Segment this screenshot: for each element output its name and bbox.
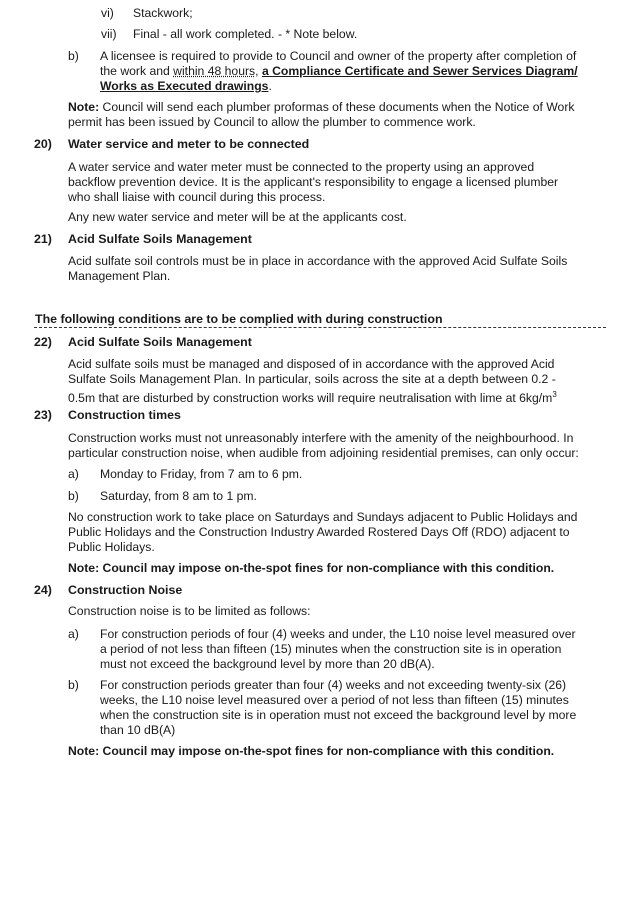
item-b-line1: A licensee is required to provide to Council and owner of the property after completion of bbox=[100, 49, 577, 63]
item-b-sep: , bbox=[255, 64, 262, 78]
heading-divider bbox=[34, 327, 606, 328]
item-b-line3 bbox=[100, 79, 272, 94]
sec24-b-line1: For construction periods greater than four (4) weeks and not exceeding twenty-six (26) bbox=[100, 678, 567, 692]
sec24-a-marker: a) bbox=[68, 627, 79, 641]
sec21-line2: Management Plan. bbox=[68, 269, 171, 283]
sec21-line1: Acid sulfate soil controls must be in place in accordance with the approved Acid Sulfate Soils bbox=[68, 254, 568, 268]
sec20-p2: Any new water service and meter will be at the applicants cost. bbox=[68, 210, 407, 224]
sec22-number: 22) bbox=[34, 335, 52, 349]
sec24-intro: Construction noise is to be limited as follows: bbox=[68, 604, 311, 618]
sec22-title: Acid Sulfate Soils Management bbox=[68, 335, 252, 349]
sec24-number: 24) bbox=[34, 583, 52, 597]
sec23-b-text: Saturday, from 8 am to 1 pm. bbox=[100, 489, 257, 503]
sec24-note: Note: Council may impose on-the-spot fines for non-compliance with this condition. bbox=[68, 744, 555, 758]
sec23-note: Note: Council may impose on-the-spot fines for non-compliance with this condition. bbox=[68, 561, 555, 575]
sec24-a-line2: a period of not less than fifteen (15) minutes when the construction site is in operation bbox=[100, 642, 562, 656]
sec24-b-line4: than 10 dB(A) bbox=[100, 723, 176, 737]
item-b-line2-pre: the work and bbox=[100, 64, 174, 78]
sec24-b-line3: when the construction site is in operation must not exceed the background level by more bbox=[100, 708, 577, 722]
sec23-line2: particular construction noise, when audible from adjoining residential premises, can only occur: bbox=[68, 446, 579, 460]
sec22-line2: Sulfate Soils Management Plan. In particular, soils across the site at a depth between 0.2 - bbox=[68, 372, 556, 386]
sec23-line1: Construction works must not unreasonably interfere with the amenity of the neighbourhood. In bbox=[68, 431, 574, 445]
note1-text1: Council will send each plumber proformas of these documents when the Notice of Work bbox=[99, 100, 575, 114]
item-b-drawings: Works as Executed drawings bbox=[100, 79, 269, 93]
sec23-b-marker: b) bbox=[68, 489, 79, 503]
sec23-p-line2: Public Holidays and the Construction Industry Awarded Rostered Days Off (RDO) adjacent to bbox=[68, 525, 570, 539]
sec22-superscript: 3 bbox=[552, 390, 557, 399]
sec23-title: Construction times bbox=[68, 408, 181, 422]
list-item-stackwork: Stackwork; bbox=[133, 6, 193, 20]
list-item-final: Final - all work completed. - * Note below. bbox=[133, 27, 358, 41]
sec23-a-marker: a) bbox=[68, 467, 79, 481]
note1-label: Note: bbox=[68, 100, 100, 114]
item-b-deadline: within 48 hours bbox=[173, 64, 256, 78]
sec24-b-marker: b) bbox=[68, 678, 79, 692]
sec24-a-line3: must not exceed the background level by more than 20 dB(A). bbox=[100, 657, 435, 671]
list-marker-vii: vii) bbox=[101, 27, 117, 41]
sec20-title: Water service and meter to be connected bbox=[68, 137, 310, 151]
sec22-line3 bbox=[68, 387, 557, 406]
sec23-p-line1: No construction work to take place on Saturdays and Sundays adjacent to Public Holidays and bbox=[68, 510, 578, 524]
sec22-line3-text: 0.5m that are disturbed by construction works will require neutralisation with lime at 6kg/m bbox=[68, 391, 553, 406]
sec23-a-text: Monday to Friday, from 7 am to 6 pm. bbox=[100, 467, 303, 481]
item-b-period: . bbox=[268, 79, 272, 93]
sec20-p1-line2: backflow prevention device. It is the applicant's responsibility to engage a licensed plumber bbox=[68, 175, 559, 189]
item-b-line2 bbox=[100, 64, 578, 79]
sec21-number: 21) bbox=[34, 232, 52, 246]
item-b-marker: b) bbox=[68, 49, 79, 63]
list-marker-vi: vi) bbox=[101, 6, 114, 20]
note1-line1 bbox=[68, 100, 574, 115]
sec23-number: 23) bbox=[34, 408, 52, 422]
sec21-title: Acid Sulfate Soils Management bbox=[68, 232, 252, 246]
sec24-a-line1: For construction periods of four (4) weeks and under, the L10 noise level measured over bbox=[100, 627, 576, 641]
item-b-certificate: a Compliance Certificate and Sewer Services Diagram/ bbox=[261, 64, 578, 78]
sec24-title: Construction Noise bbox=[68, 583, 183, 597]
construction-heading: The following conditions are to be complied with during construction bbox=[35, 312, 443, 326]
sec22-line1: Acid sulfate soils must be managed and disposed of in accordance with the approved Acid bbox=[68, 357, 555, 371]
sec23-p-line3: Public Holidays. bbox=[68, 540, 155, 554]
note1-line2: permit has been issued by Council to allow the plumber to commence work. bbox=[68, 115, 476, 129]
sec24-b-line2: weeks, the L10 noise level measured over a period of not less than fifteen (15) minutes bbox=[100, 693, 569, 707]
sec20-p1-line3: who shall liaise with council during this process. bbox=[68, 190, 326, 204]
sec20-number: 20) bbox=[34, 137, 52, 151]
sec20-p1-line1: A water service and water meter must be connected to the property using an approved bbox=[68, 160, 535, 174]
